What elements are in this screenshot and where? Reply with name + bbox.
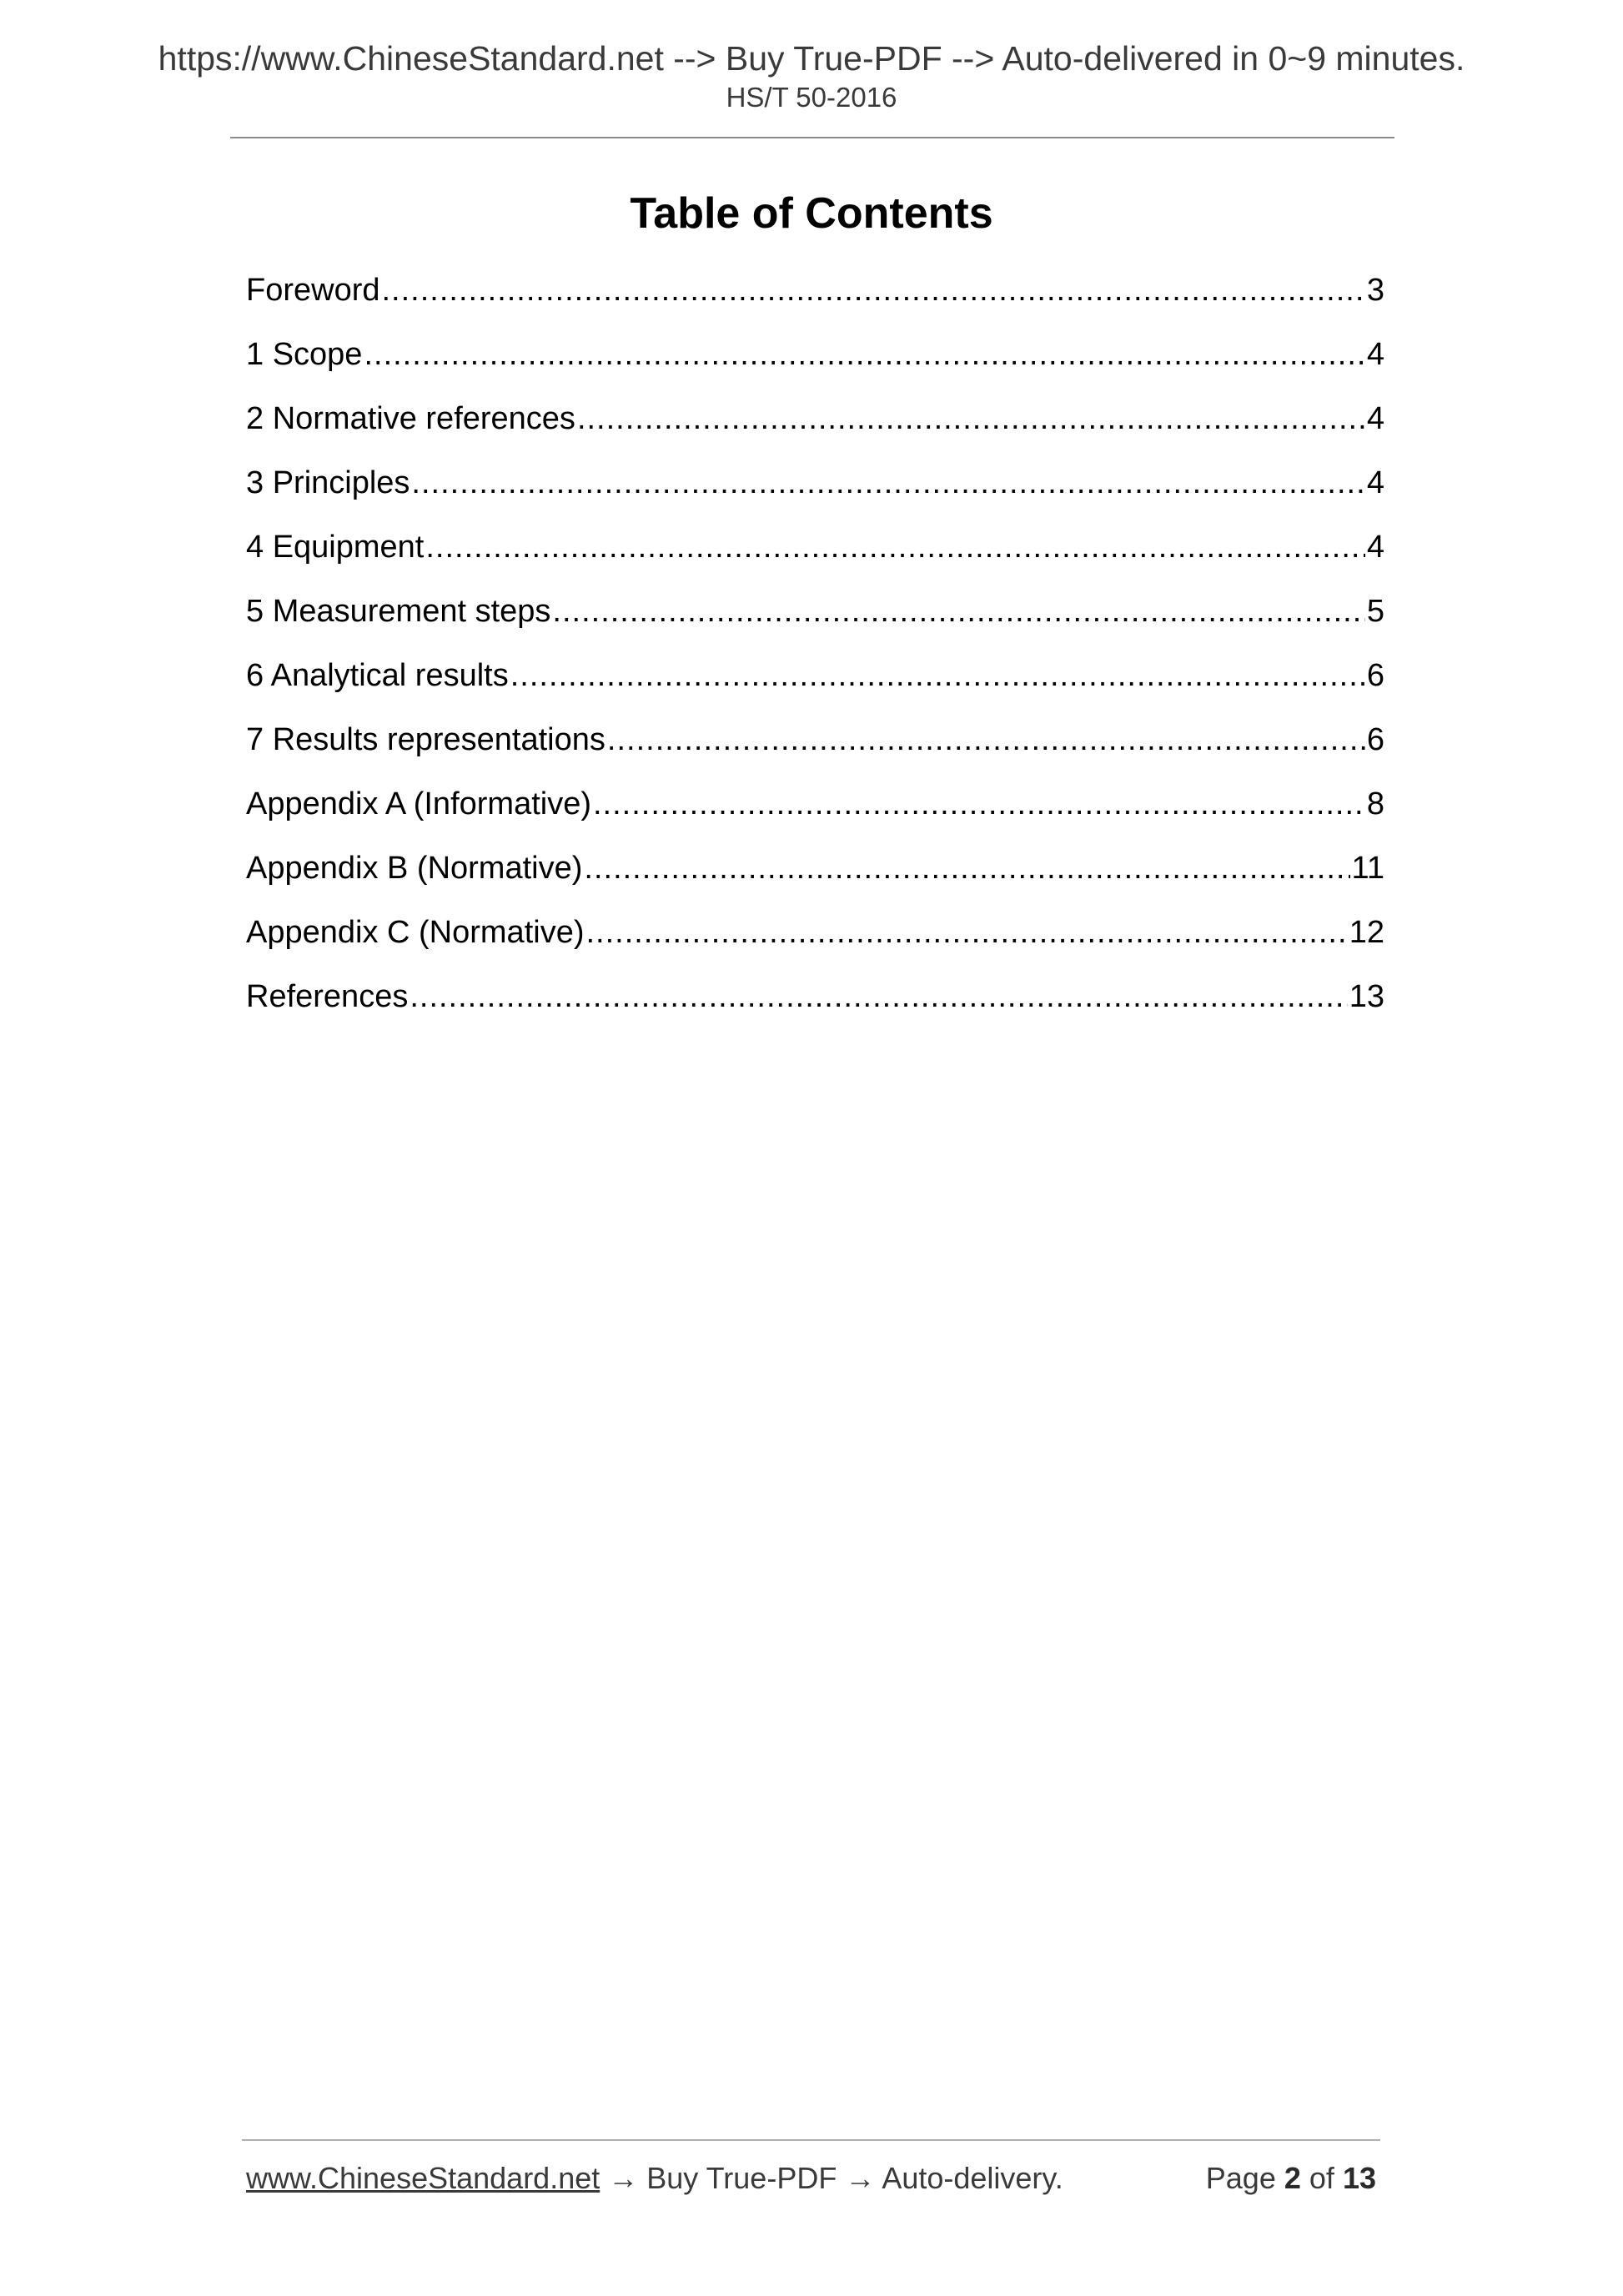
toc-entry-page: 8	[1366, 786, 1384, 821]
toc-entry-page: 13	[1349, 979, 1384, 1014]
footer-divider	[242, 2139, 1380, 2141]
total-pages: 13	[1342, 2161, 1376, 2195]
toc-entry-measurement-steps[interactable]	[246, 593, 1384, 657]
dot-leader	[584, 850, 1349, 888]
toc-entry-scope[interactable]	[246, 336, 1384, 400]
toc-entry-label: 5 Measurement steps	[246, 594, 551, 629]
toc-entry-page: 4	[1366, 401, 1384, 436]
toc-entry-page: 6	[1366, 722, 1384, 757]
site-link[interactable]: www.ChineseStandard.net	[246, 2161, 600, 2195]
toc-entry-label: 7 Results representations	[246, 722, 605, 757]
toc-entry-analytical-results[interactable]	[246, 657, 1384, 721]
toc-entry-appendix-c[interactable]	[246, 914, 1384, 978]
dot-leader	[510, 657, 1365, 696]
toc-entry-references[interactable]	[246, 978, 1384, 1042]
dot-leader	[607, 721, 1365, 760]
footer-tagline: → Buy True-PDF → Auto-delivery.	[600, 2161, 1063, 2195]
dot-leader	[552, 593, 1364, 631]
toc-entry-page: 11	[1351, 851, 1384, 886]
toc-entry-appendix-b[interactable]	[246, 850, 1384, 914]
toc-entry-foreword[interactable]	[246, 272, 1384, 336]
toc-entry-label: Appendix C (Normative)	[246, 915, 585, 950]
toc-entry-label: 3 Principles	[246, 465, 410, 500]
toc-entry-label: References	[246, 979, 409, 1014]
toc-entry-principles[interactable]	[246, 465, 1384, 529]
toc-entry-label: Appendix A (Informative)	[246, 786, 591, 821]
toc-entry-appendix-a[interactable]	[246, 786, 1384, 850]
page-number	[1206, 2160, 1376, 2196]
toc-title: Table of Contents	[630, 189, 993, 238]
dot-leader	[410, 978, 1347, 1017]
banner-text: https://www.ChineseStandard.net --> Buy True-PDF --> Auto-delivered in 0~9 minutes.	[158, 39, 1465, 78]
dot-leader	[585, 914, 1347, 952]
toc-entry-normative-references[interactable]	[246, 400, 1384, 465]
toc-entry-label: 1 Scope	[246, 337, 363, 372]
toc-entry-label: Appendix B (Normative)	[246, 851, 583, 886]
toc-entry-results-representations[interactable]	[246, 721, 1384, 786]
dot-leader	[411, 465, 1364, 503]
toc-entry-label: 4 Equipment	[246, 530, 425, 565]
toc-entry-label: Foreword	[246, 273, 380, 308]
dot-leader	[425, 529, 1364, 567]
dot-leader	[382, 272, 1365, 310]
toc-entry-label: 2 Normative references	[246, 401, 575, 436]
header-divider	[230, 137, 1394, 138]
footer-promo	[246, 2160, 1063, 2196]
toc-entry-page: 4	[1366, 337, 1384, 372]
current-page: 2	[1284, 2161, 1301, 2195]
toc-entry-page: 3	[1366, 273, 1384, 308]
standard-code: HS/T 50-2016	[726, 82, 897, 113]
toc-entry-label: 6 Analytical results	[246, 658, 509, 693]
toc-entry-page: 6	[1366, 658, 1384, 693]
table-of-contents	[246, 272, 1384, 1042]
toc-entry-page: 4	[1366, 530, 1384, 565]
toc-entry-page: 5	[1366, 594, 1384, 629]
of-word: of	[1309, 2161, 1334, 2195]
dot-leader	[364, 336, 1364, 374]
toc-entry-equipment[interactable]	[246, 529, 1384, 593]
page-word: Page	[1205, 2161, 1276, 2195]
dot-leader	[593, 786, 1365, 824]
toc-entry-page: 4	[1366, 465, 1384, 500]
toc-entry-page: 12	[1349, 915, 1384, 950]
dot-leader	[577, 400, 1365, 439]
